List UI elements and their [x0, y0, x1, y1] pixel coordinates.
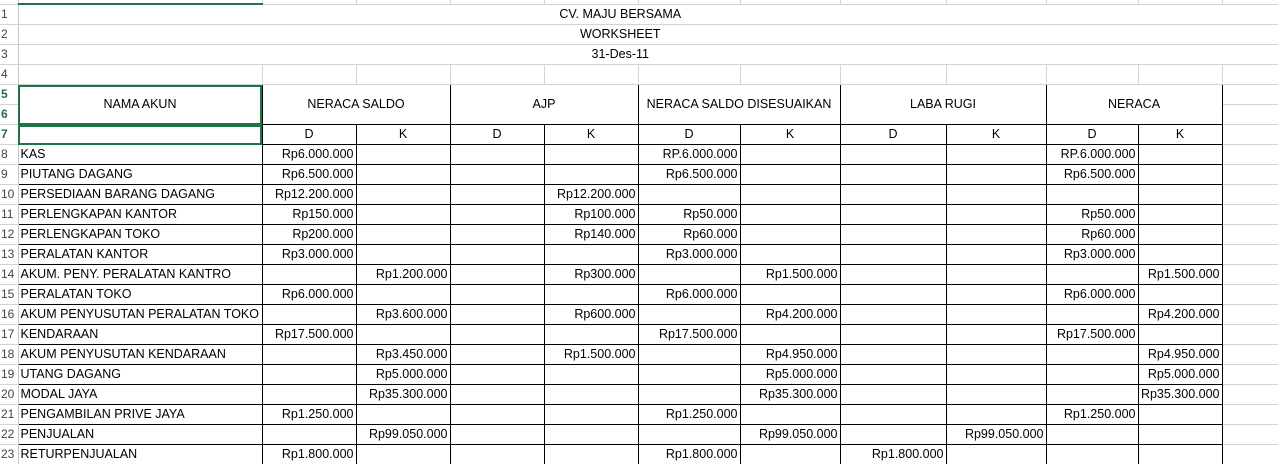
table-row [0, 305, 1278, 325]
amount-cell-ajp-k[interactable] [544, 325, 638, 345]
cell[interactable] [1222, 345, 1278, 365]
nama-akun-subheader[interactable] [18, 125, 262, 145]
ajp-header[interactable]: AJP [450, 85, 638, 125]
row-number[interactable]: 21 [0, 405, 18, 425]
amount-cell-n-k[interactable]: Rp1.500.000 [1138, 265, 1222, 285]
row-number[interactable]: 8 [0, 145, 18, 165]
account-name-cell[interactable]: PERLENGKAPAN TOKO [18, 225, 262, 245]
account-name-cell[interactable]: KENDARAAN [18, 325, 262, 345]
amount-cell-ns-k[interactable]: Rp5.000.000 [356, 365, 450, 385]
account-name-cell[interactable]: AKUM. PENY. PERALATAN KANTRO [18, 265, 262, 285]
amount-cell-n-k[interactable] [1138, 185, 1222, 205]
table-row [0, 205, 1278, 225]
amount-cell-nsd-d[interactable] [638, 305, 740, 325]
amount-cell-ajp-d[interactable] [450, 285, 544, 305]
amount-cell-ajp-d[interactable] [450, 245, 544, 265]
amount-cell-nsd-d[interactable] [638, 365, 740, 385]
amount-cell-lr-d[interactable] [840, 285, 946, 305]
amount-cell-ajp-d[interactable] [450, 205, 544, 225]
table-row [0, 185, 1278, 205]
amount-cell-nsd-k[interactable]: Rp4.950.000 [740, 345, 840, 365]
amount-cell-ns-k[interactable] [356, 225, 450, 245]
nsd-k-header[interactable]: K [740, 125, 840, 145]
cell[interactable] [1222, 145, 1278, 165]
table-row [0, 325, 1278, 345]
amount-cell-lr-k[interactable] [946, 405, 1046, 425]
amount-cell-ajp-k[interactable] [544, 385, 638, 405]
cell[interactable] [638, 65, 740, 85]
neraca-saldo-k-header[interactable]: K [356, 125, 450, 145]
sheet-row [0, 65, 1278, 85]
cell[interactable] [1222, 325, 1278, 345]
row-number[interactable]: 10 [0, 185, 18, 205]
ajp-k-header[interactable]: K [544, 125, 638, 145]
sheet-row [0, 85, 1278, 105]
row-number[interactable]: 7 [0, 125, 18, 145]
amount-cell-nsd-k[interactable]: Rp1.500.000 [740, 265, 840, 285]
ajp-d-header[interactable]: D [450, 125, 544, 145]
amount-cell-lr-d[interactable] [840, 145, 946, 165]
amount-cell-lr-d[interactable] [840, 225, 946, 245]
amount-cell-nsd-k[interactable] [740, 245, 840, 265]
amount-cell-ns-k[interactable] [356, 165, 450, 185]
amount-cell-ns-d[interactable]: Rp200.000 [262, 225, 356, 245]
row-number[interactable]: 11 [0, 205, 18, 225]
amount-cell-nsd-k[interactable]: Rp99.050.000 [740, 425, 840, 445]
amount-cell-lr-d[interactable] [840, 345, 946, 365]
amount-cell-ajp-d[interactable] [450, 405, 544, 425]
amount-cell-ns-d[interactable]: Rp3.000.000 [262, 245, 356, 265]
amount-cell-lr-d[interactable] [840, 205, 946, 225]
account-name-cell[interactable]: MODAL JAYA [18, 385, 262, 405]
amount-cell-nsd-k[interactable]: Rp5.000.000 [740, 365, 840, 385]
amount-cell-lr-d[interactable] [840, 405, 946, 425]
cell[interactable] [1222, 165, 1278, 185]
amount-cell-ajp-k[interactable]: Rp1.500.000 [544, 345, 638, 365]
row-number[interactable]: 5 [0, 85, 18, 105]
amount-cell-lr-k[interactable]: Rp99.050.000 [946, 425, 1046, 445]
cell[interactable] [1222, 45, 1278, 65]
amount-cell-ajp-k[interactable] [544, 445, 638, 464]
amount-cell-nsd-d[interactable]: Rp1.250.000 [638, 405, 740, 425]
amount-cell-ajp-k[interactable] [544, 165, 638, 185]
amount-cell-n-d[interactable]: Rp3.000.000 [1046, 245, 1138, 265]
amount-cell-n-k[interactable] [1138, 285, 1222, 305]
amount-cell-lr-k[interactable] [946, 185, 1046, 205]
amount-cell-nsd-d[interactable] [638, 345, 740, 365]
amount-cell-ns-d[interactable]: Rp17.500.000 [262, 325, 356, 345]
amount-cell-nsd-d[interactable] [638, 265, 740, 285]
cell[interactable] [1222, 365, 1278, 385]
neraca-header[interactable]: NERACA [1046, 85, 1222, 125]
amount-cell-ns-d[interactable]: Rp1.250.000 [262, 405, 356, 425]
amount-cell-nsd-d[interactable]: Rp3.000.000 [638, 245, 740, 265]
amount-cell-nsd-k[interactable]: Rp35.300.000 [740, 385, 840, 405]
amount-cell-ns-k[interactable] [356, 145, 450, 165]
amount-cell-ns-d[interactable]: Rp12.200.000 [262, 185, 356, 205]
amount-cell-ns-k[interactable]: Rp3.600.000 [356, 305, 450, 325]
amount-cell-n-d[interactable]: Rp6.000.000 [1046, 285, 1138, 305]
cell[interactable] [1046, 65, 1138, 85]
amount-cell-n-d[interactable]: Rp6.500.000 [1046, 165, 1138, 185]
amount-cell-ajp-k[interactable]: Rp140.000 [544, 225, 638, 245]
amount-cell-lr-d[interactable] [840, 165, 946, 185]
amount-cell-n-d[interactable] [1046, 365, 1138, 385]
amount-cell-ns-k[interactable] [356, 405, 450, 425]
sheet-row [0, 4, 1278, 25]
amount-cell-n-k[interactable] [1138, 325, 1222, 345]
cell[interactable] [1222, 85, 1278, 105]
amount-cell-ajp-d[interactable] [450, 165, 544, 185]
amount-cell-n-d[interactable] [1046, 345, 1138, 365]
row-number[interactable]: 4 [0, 65, 18, 85]
row-number[interactable]: 16 [0, 305, 18, 325]
account-name-cell[interactable]: PERALATAN KANTOR [18, 245, 262, 265]
account-name-cell[interactable]: AKUM PENYUSUTAN KENDARAAN [18, 345, 262, 365]
amount-cell-nsd-d[interactable] [638, 425, 740, 445]
amount-cell-ajp-d[interactable] [450, 145, 544, 165]
row-number[interactable]: 17 [0, 325, 18, 345]
amount-cell-ns-k[interactable]: Rp3.450.000 [356, 345, 450, 365]
amount-cell-n-k[interactable]: Rp4.950.000 [1138, 345, 1222, 365]
table-row [0, 345, 1278, 365]
amount-cell-lr-k[interactable] [946, 445, 1046, 464]
amount-cell-lr-k[interactable] [946, 345, 1046, 365]
amount-cell-ajp-d[interactable] [450, 305, 544, 325]
cell[interactable] [1222, 445, 1278, 464]
cell[interactable] [1222, 245, 1278, 265]
amount-cell-ajp-d[interactable] [450, 385, 544, 405]
amount-cell-lr-d[interactable] [840, 425, 946, 445]
cell[interactable] [840, 65, 946, 85]
amount-cell-ajp-k[interactable] [544, 245, 638, 265]
amount-cell-n-d[interactable] [1046, 385, 1138, 405]
amount-cell-lr-k[interactable] [946, 225, 1046, 245]
amount-cell-nsd-k[interactable] [740, 225, 840, 245]
amount-cell-ajp-d[interactable] [450, 185, 544, 205]
amount-cell-lr-d[interactable] [840, 385, 946, 405]
neraca-k-header[interactable]: K [1138, 125, 1222, 145]
amount-cell-nsd-d[interactable]: Rp6.000.000 [638, 285, 740, 305]
row-number[interactable]: 9 [0, 165, 18, 185]
cell[interactable] [1222, 285, 1278, 305]
row-number[interactable]: 12 [0, 225, 18, 245]
amount-cell-n-d[interactable] [1046, 185, 1138, 205]
account-name-cell[interactable]: PIUTANG DAGANG [18, 165, 262, 185]
cell[interactable] [18, 65, 262, 85]
amount-cell-ns-d[interactable] [262, 305, 356, 325]
amount-cell-nsd-k[interactable] [740, 205, 840, 225]
amount-cell-ajp-d[interactable] [450, 265, 544, 285]
amount-cell-ajp-d[interactable] [450, 225, 544, 245]
amount-cell-n-d[interactable]: RP.6.000.000 [1046, 145, 1138, 165]
amount-cell-lr-k[interactable] [946, 325, 1046, 345]
laba-rugi-k-header[interactable]: K [946, 125, 1046, 145]
row-number[interactable]: 14 [0, 265, 18, 285]
amount-cell-n-d[interactable]: Rp1.250.000 [1046, 405, 1138, 425]
amount-cell-nsd-d[interactable] [638, 185, 740, 205]
neraca-saldo-header[interactable]: NERACA SALDO [262, 85, 450, 125]
table-row [0, 285, 1278, 305]
table-row [0, 245, 1278, 265]
neraca-d-header[interactable]: D [1046, 125, 1138, 145]
account-name-cell[interactable]: RETURPENJUALAN [18, 445, 262, 464]
cell[interactable] [1222, 125, 1278, 145]
amount-cell-lr-d[interactable] [840, 185, 946, 205]
company-title-cell[interactable]: CV. MAJU BERSAMA [18, 4, 1222, 25]
row-number[interactable]: 3 [0, 45, 18, 65]
account-name-cell[interactable]: UTANG DAGANG [18, 365, 262, 385]
table-row [0, 425, 1278, 445]
amount-cell-ajp-k[interactable]: Rp100.000 [544, 205, 638, 225]
amount-cell-lr-k[interactable] [946, 265, 1046, 285]
amount-cell-ns-k[interactable]: Rp1.200.000 [356, 265, 450, 285]
amount-cell-ajp-k[interactable]: Rp12.200.000 [544, 185, 638, 205]
amount-cell-n-k[interactable] [1138, 205, 1222, 225]
amount-cell-n-d[interactable] [1046, 425, 1138, 445]
row-number[interactable]: 20 [0, 385, 18, 405]
table-row [0, 225, 1278, 245]
amount-cell-nsd-d[interactable]: Rp50.000 [638, 205, 740, 225]
amount-cell-lr-d[interactable] [840, 265, 946, 285]
account-name-cell[interactable]: KAS [18, 145, 262, 165]
amount-cell-ns-k[interactable]: Rp99.050.000 [356, 425, 450, 445]
amount-cell-n-k[interactable] [1138, 405, 1222, 425]
account-name-cell[interactable]: PERALATAN TOKO [18, 285, 262, 305]
amount-cell-lr-d[interactable] [840, 305, 946, 325]
amount-cell-ns-k[interactable] [356, 205, 450, 225]
cell[interactable] [1222, 425, 1278, 445]
amount-cell-n-d[interactable]: Rp50.000 [1046, 205, 1138, 225]
amount-cell-lr-d[interactable] [840, 365, 946, 385]
amount-cell-ajp-k[interactable] [544, 405, 638, 425]
table-row [0, 145, 1278, 165]
amount-cell-lr-k[interactable] [946, 245, 1046, 265]
cell[interactable] [1222, 265, 1278, 285]
amount-cell-ns-d[interactable] [262, 265, 356, 285]
row-number[interactable]: 13 [0, 245, 18, 265]
amount-cell-n-k[interactable]: Rp5.000.000 [1138, 365, 1222, 385]
amount-cell-ajp-k[interactable]: Rp300.000 [544, 265, 638, 285]
amount-cell-lr-k[interactable] [946, 165, 1046, 185]
cell[interactable] [1222, 105, 1278, 125]
sheet-row [0, 45, 1278, 65]
amount-cell-lr-d[interactable] [840, 245, 946, 265]
amount-cell-ns-d[interactable] [262, 365, 356, 385]
cell[interactable] [1222, 185, 1278, 205]
amount-cell-nsd-k[interactable] [740, 405, 840, 425]
laba-rugi-header[interactable]: LABA RUGI [840, 85, 1046, 125]
amount-cell-ns-d[interactable] [262, 385, 356, 405]
amount-cell-ajp-d[interactable] [450, 365, 544, 385]
amount-cell-lr-k[interactable] [946, 305, 1046, 325]
amount-cell-n-k[interactable] [1138, 245, 1222, 265]
cell[interactable] [1222, 205, 1278, 225]
row-number[interactable]: 19 [0, 365, 18, 385]
amount-cell-n-d[interactable] [1046, 305, 1138, 325]
amount-cell-nsd-k[interactable] [740, 285, 840, 305]
amount-cell-ns-k[interactable] [356, 245, 450, 265]
amount-cell-n-d[interactable] [1046, 265, 1138, 285]
amount-cell-nsd-d[interactable]: Rp1.800.000 [638, 445, 740, 464]
amount-cell-lr-k[interactable] [946, 385, 1046, 405]
amount-cell-lr-k[interactable] [946, 205, 1046, 225]
amount-cell-n-d[interactable]: Rp60.000 [1046, 225, 1138, 245]
amount-cell-n-d[interactable] [1046, 445, 1138, 464]
cell[interactable] [1222, 65, 1278, 85]
row-number[interactable]: 2 [0, 25, 18, 45]
amount-cell-nsd-k[interactable] [740, 185, 840, 205]
cell[interactable] [946, 65, 1046, 85]
amount-cell-ajp-k[interactable] [544, 145, 638, 165]
amount-cell-n-k[interactable] [1138, 445, 1222, 464]
account-name-cell[interactable]: PENGAMBILAN PRIVE JAYA [18, 405, 262, 425]
nama-akun-header[interactable]: NAMA AKUN [18, 85, 262, 125]
sheet-row [0, 125, 1278, 145]
cell[interactable] [1222, 305, 1278, 325]
date-title-cell[interactable]: 31-Des-11 [18, 45, 1222, 65]
cell[interactable] [1222, 4, 1278, 25]
worksheet-title-cell[interactable]: WORKSHEET [18, 25, 1222, 45]
amount-cell-ns-k[interactable]: Rp35.300.000 [356, 385, 450, 405]
cell[interactable] [262, 65, 356, 85]
amount-cell-n-k[interactable] [1138, 145, 1222, 165]
nsd-d-header[interactable]: D [638, 125, 740, 145]
row-number[interactable]: 23 [0, 445, 18, 464]
cell[interactable] [1222, 385, 1278, 405]
laba-rugi-d-header[interactable]: D [840, 125, 946, 145]
amount-cell-ns-k[interactable] [356, 325, 450, 345]
amount-cell-ajp-d[interactable] [450, 445, 544, 464]
account-name-cell[interactable]: PERSEDIAAN BARANG DAGANG [18, 185, 262, 205]
cell[interactable] [1222, 405, 1278, 425]
cell[interactable] [740, 65, 840, 85]
cell[interactable] [450, 65, 544, 85]
amount-cell-ajp-k[interactable] [544, 425, 638, 445]
row-number[interactable]: 18 [0, 345, 18, 365]
amount-cell-ajp-k[interactable] [544, 365, 638, 385]
amount-cell-nsd-k[interactable] [740, 445, 840, 464]
amount-cell-lr-d[interactable]: Rp1.800.000 [840, 445, 946, 464]
cell[interactable] [1222, 225, 1278, 245]
amount-cell-n-k[interactable] [1138, 425, 1222, 445]
amount-cell-nsd-k[interactable]: Rp4.200.000 [740, 305, 840, 325]
amount-cell-nsd-d[interactable]: Rp60.000 [638, 225, 740, 245]
amount-cell-ns-d[interactable]: Rp6.000.000 [262, 145, 356, 165]
amount-cell-ajp-d[interactable] [450, 325, 544, 345]
amount-cell-nsd-d[interactable]: Rp6.500.000 [638, 165, 740, 185]
amount-cell-lr-k[interactable] [946, 285, 1046, 305]
amount-cell-ns-k[interactable] [356, 445, 450, 464]
amount-cell-lr-k[interactable] [946, 365, 1046, 385]
table-row [0, 265, 1278, 285]
amount-cell-nsd-d[interactable] [638, 385, 740, 405]
amount-cell-lr-k[interactable] [946, 145, 1046, 165]
amount-cell-ns-d[interactable] [262, 425, 356, 445]
neraca-saldo-disesuaikan-header[interactable]: NERACA SALDO DISESUAIKAN [638, 85, 840, 125]
row-number[interactable]: 6 [0, 105, 18, 125]
amount-cell-ns-d[interactable]: Rp6.500.000 [262, 165, 356, 185]
amount-cell-n-k[interactable]: Rp35.300.000 [1138, 385, 1222, 405]
amount-cell-nsd-k[interactable] [740, 165, 840, 185]
row-number[interactable]: 15 [0, 285, 18, 305]
amount-cell-n-k[interactable]: Rp4.200.000 [1138, 305, 1222, 325]
amount-cell-n-k[interactable] [1138, 165, 1222, 185]
amount-cell-ajp-d[interactable] [450, 425, 544, 445]
amount-cell-nsd-k[interactable] [740, 325, 840, 345]
amount-cell-ns-d[interactable]: Rp150.000 [262, 205, 356, 225]
amount-cell-ns-d[interactable]: Rp1.800.000 [262, 445, 356, 464]
row-number[interactable]: 1 [0, 4, 18, 25]
amount-cell-ns-k[interactable] [356, 285, 450, 305]
cell[interactable] [1222, 25, 1278, 45]
neraca-saldo-d-header[interactable]: D [262, 125, 356, 145]
amount-cell-nsd-d[interactable]: Rp17.500.000 [638, 325, 740, 345]
table-row [0, 385, 1278, 405]
account-name-cell[interactable]: AKUM PENYUSUTAN PERALATAN TOKO [18, 305, 262, 325]
sheet-row [0, 25, 1278, 45]
account-name-cell[interactable]: PERLENGKAPAN KANTOR [18, 205, 262, 225]
amount-cell-ns-k[interactable] [356, 185, 450, 205]
amount-cell-ajp-k[interactable] [544, 285, 638, 305]
row-number[interactable]: 22 [0, 425, 18, 445]
cell[interactable] [544, 65, 638, 85]
amount-cell-n-d[interactable]: Rp17.500.000 [1046, 325, 1138, 345]
table-row [0, 405, 1278, 425]
amount-cell-ns-d[interactable]: Rp6.000.000 [262, 285, 356, 305]
table-row [0, 445, 1278, 464]
account-name-cell[interactable]: PENJUALAN [18, 425, 262, 445]
amount-cell-nsd-k[interactable] [740, 145, 840, 165]
table-row [0, 365, 1278, 385]
amount-cell-ns-d[interactable] [262, 345, 356, 365]
amount-cell-ajp-d[interactable] [450, 345, 544, 365]
table-row [0, 165, 1278, 185]
cell[interactable] [1138, 65, 1222, 85]
cell[interactable] [356, 65, 450, 85]
amount-cell-ajp-k[interactable]: Rp600.000 [544, 305, 638, 325]
amount-cell-nsd-d[interactable]: RP.6.000.000 [638, 145, 740, 165]
amount-cell-lr-d[interactable] [840, 325, 946, 345]
amount-cell-n-k[interactable] [1138, 225, 1222, 245]
